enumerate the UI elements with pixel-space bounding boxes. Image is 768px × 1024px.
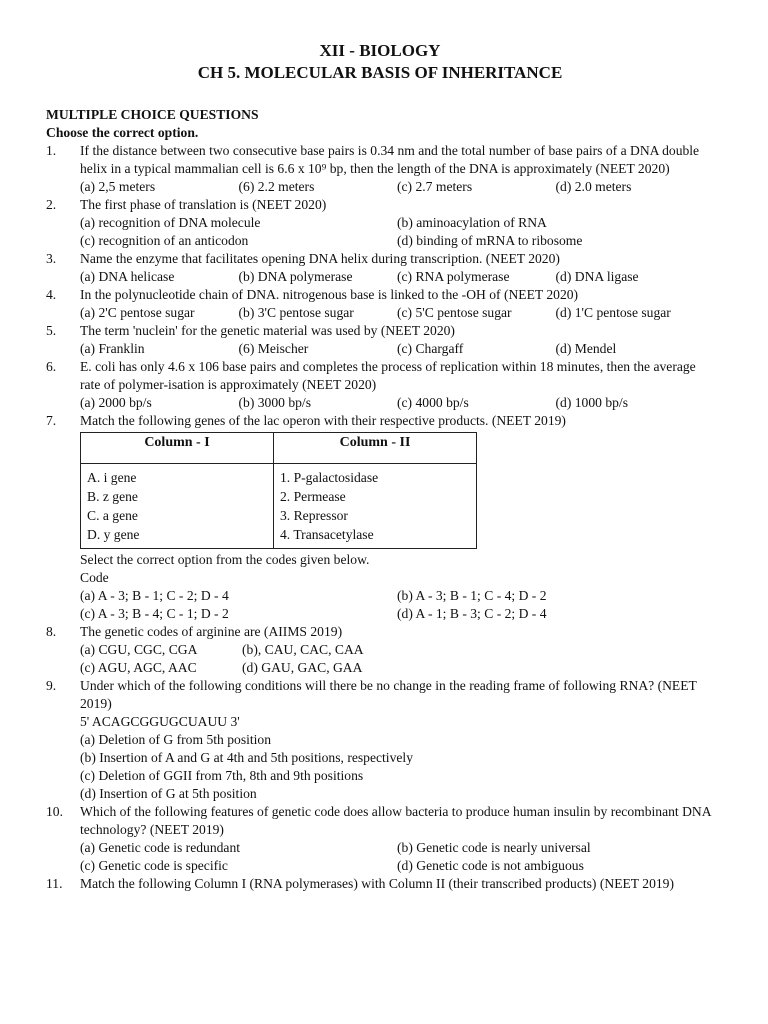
option-a: (a) CGU, CGC, CGA (80, 642, 198, 657)
option-c: (c) 5'C pentose sugar (397, 305, 512, 320)
option-c: (c) 2.7 meters (397, 179, 473, 194)
option-b: (b) 3'C pentose sugar (238, 305, 354, 320)
question-number: 11. (46, 876, 63, 891)
question-options (80, 214, 714, 232)
question-options (80, 340, 714, 358)
question-1 (46, 142, 714, 196)
question-3 (46, 250, 714, 286)
column-1-item: D. y gene (87, 527, 140, 542)
question-options (80, 641, 714, 659)
option-c: (c) AGU, AGC, AAC (80, 660, 197, 675)
option-d: (d) Mendel (555, 341, 617, 356)
column-1-item: C. a gene (87, 508, 138, 523)
option-c: (c) 4000 bp/s (397, 395, 469, 410)
option-b: (b) Insertion of A and G at 4th and 5th positions, respectively (80, 750, 413, 765)
column-2-item: 2. Permease (280, 489, 346, 504)
option-b: (6) 2.2 meters (238, 179, 315, 194)
option-d: (d) A - 1; B - 3; C - 2; D - 4 (397, 606, 547, 621)
code-label: Code (80, 570, 109, 585)
question-text: Name the enzyme that facilitates opening DNA helix during transcription. (NEET 2020) (80, 251, 560, 266)
question-number: 10. (46, 804, 63, 819)
document-page (46, 40, 714, 893)
option-a: (a) DNA helicase (80, 269, 175, 284)
question-number: 8. (46, 624, 57, 639)
option-c: (c) RNA polymerase (397, 269, 510, 284)
question-options (80, 659, 714, 677)
question-number: 2. (46, 197, 57, 212)
question-text: The term 'nuclein' for the genetic material was used by (NEET 2020) (80, 323, 455, 338)
question-text: Match the following genes of the lac operon with their respective products. (NEET 2019) (80, 413, 566, 428)
question-options (80, 304, 714, 322)
question-options (80, 731, 714, 803)
question-4 (46, 286, 714, 322)
option-a: (a) 2000 bp/s (80, 395, 152, 410)
option-c: (c) Genetic code is specific (80, 858, 228, 873)
option-d: (d) 1'C pentose sugar (555, 305, 671, 320)
rna-sequence: 5' ACAGCGGUGCUAUU 3' (80, 714, 240, 729)
question-number: 4. (46, 287, 57, 302)
question-text: In the polynucleotide chain of DNA. nitrogenous base is linked to the -OH of (NEET 2020) (80, 287, 579, 302)
option-a: (a) recognition of DNA molecule (80, 215, 261, 230)
question-options (80, 268, 714, 286)
question-text: The first phase of translation is (NEET 2020) (80, 197, 327, 212)
option-a: (a) Franklin (80, 341, 145, 356)
column-1-header: Column - I (81, 433, 274, 464)
column-1-cell (81, 464, 274, 549)
question-number: 7. (46, 413, 57, 428)
question-options (80, 605, 714, 623)
option-b: (b) 3000 bp/s (238, 395, 311, 410)
column-2-item: 1. P-galactosidase (280, 470, 379, 485)
option-d: (d) 2.0 meters (555, 179, 632, 194)
question-7 (46, 412, 714, 623)
question-8 (46, 623, 714, 677)
question-5 (46, 322, 714, 358)
question-options (80, 232, 714, 250)
question-9 (46, 677, 714, 803)
question-text: Under which of the following conditions will there be no change in the reading frame of following RNA? (NEET 2019) (80, 678, 697, 711)
question-options (80, 394, 714, 412)
column-2-header: Column - II (274, 433, 477, 464)
option-d: (d) Genetic code is not ambiguous (397, 858, 584, 873)
question-text: Match the following Column I (RNA polymerases) with Column II (their transcribed products) (NEET 2019) (80, 876, 674, 891)
column-2-cell (274, 464, 477, 549)
section-instruction: Choose the correct option. (46, 125, 199, 140)
select-instruction: Select the correct option from the codes given below. (80, 552, 370, 567)
question-number: 1. (46, 143, 57, 158)
column-2-item: 3. Repressor (280, 508, 348, 523)
option-b: (b), CAU, CAC, CAA (242, 642, 364, 657)
match-table (80, 432, 477, 549)
option-b: (b) aminoacylation of RNA (397, 215, 547, 230)
option-a: (a) Deletion of G from 5th position (80, 732, 272, 747)
page-title-subject: XII - BIOLOGY (319, 41, 441, 60)
question-options (80, 587, 714, 605)
option-a: (a) 2'C pentose sugar (80, 305, 195, 320)
option-b: (6) Meischer (238, 341, 309, 356)
question-6 (46, 358, 714, 412)
option-c: (c) recognition of an anticodon (80, 233, 249, 248)
option-a: (a) 2,5 meters (80, 179, 156, 194)
question-2 (46, 196, 714, 250)
question-options (80, 857, 714, 875)
option-d: (d) GAU, GAC, GAA (242, 660, 363, 675)
option-d: (d) Insertion of G at 5th position (80, 786, 257, 801)
question-number: 3. (46, 251, 57, 266)
column-2-item: 4. Transacetylase (280, 527, 374, 542)
question-options (80, 178, 714, 196)
option-c: (c) A - 3; B - 4; C - 1; D - 2 (80, 606, 229, 621)
column-1-item: B. z gene (87, 489, 138, 504)
question-text: The genetic codes of arginine are (AIIMS 2019) (80, 624, 343, 639)
question-text: If the distance between two consecutive base pairs is 0.34 nm and the total number of base pairs of a DNA double helix in a typical mammalian cell is 6.6 x 10⁹ bp, then the length of the DNA is approximately (NEET 2020) (80, 143, 700, 176)
question-number: 5. (46, 323, 57, 338)
column-1-item: A. i gene (87, 470, 137, 485)
question-options (80, 839, 714, 857)
question-text: E. coli has only 4.6 x 106 base pairs and completes the process of replication within 18 minutes, then the average rate of polymer-isation is approximately (NEET 2020) (80, 359, 696, 392)
question-10 (46, 803, 714, 875)
option-a: (a) A - 3; B - 1; C - 2; D - 4 (80, 588, 229, 603)
question-text: Which of the following features of genetic code does allow bacteria to produce human insulin by recombinant DNA technology? (NEET 2019) (80, 804, 711, 837)
option-b: (b) DNA polymerase (238, 269, 353, 284)
page-title-chapter: CH 5. MOLECULAR BASIS OF INHERITANCE (197, 63, 563, 82)
option-d: (d) DNA ligase (555, 269, 639, 284)
option-b: (b) Genetic code is nearly universal (397, 840, 591, 855)
section-title: MULTIPLE CHOICE QUESTIONS (46, 107, 259, 122)
option-d: (d) 1000 bp/s (555, 395, 628, 410)
question-11 (46, 875, 714, 893)
option-b: (b) A - 3; B - 1; C - 4; D - 2 (397, 588, 547, 603)
option-c: (c) Deletion of GGII from 7th, 8th and 9th positions (80, 768, 364, 783)
question-number: 6. (46, 359, 57, 374)
option-c: (c) Chargaff (397, 341, 464, 356)
option-d: (d) binding of mRNA to ribosome (397, 233, 583, 248)
option-a: (a) Genetic code is redundant (80, 840, 241, 855)
question-number: 9. (46, 678, 57, 693)
